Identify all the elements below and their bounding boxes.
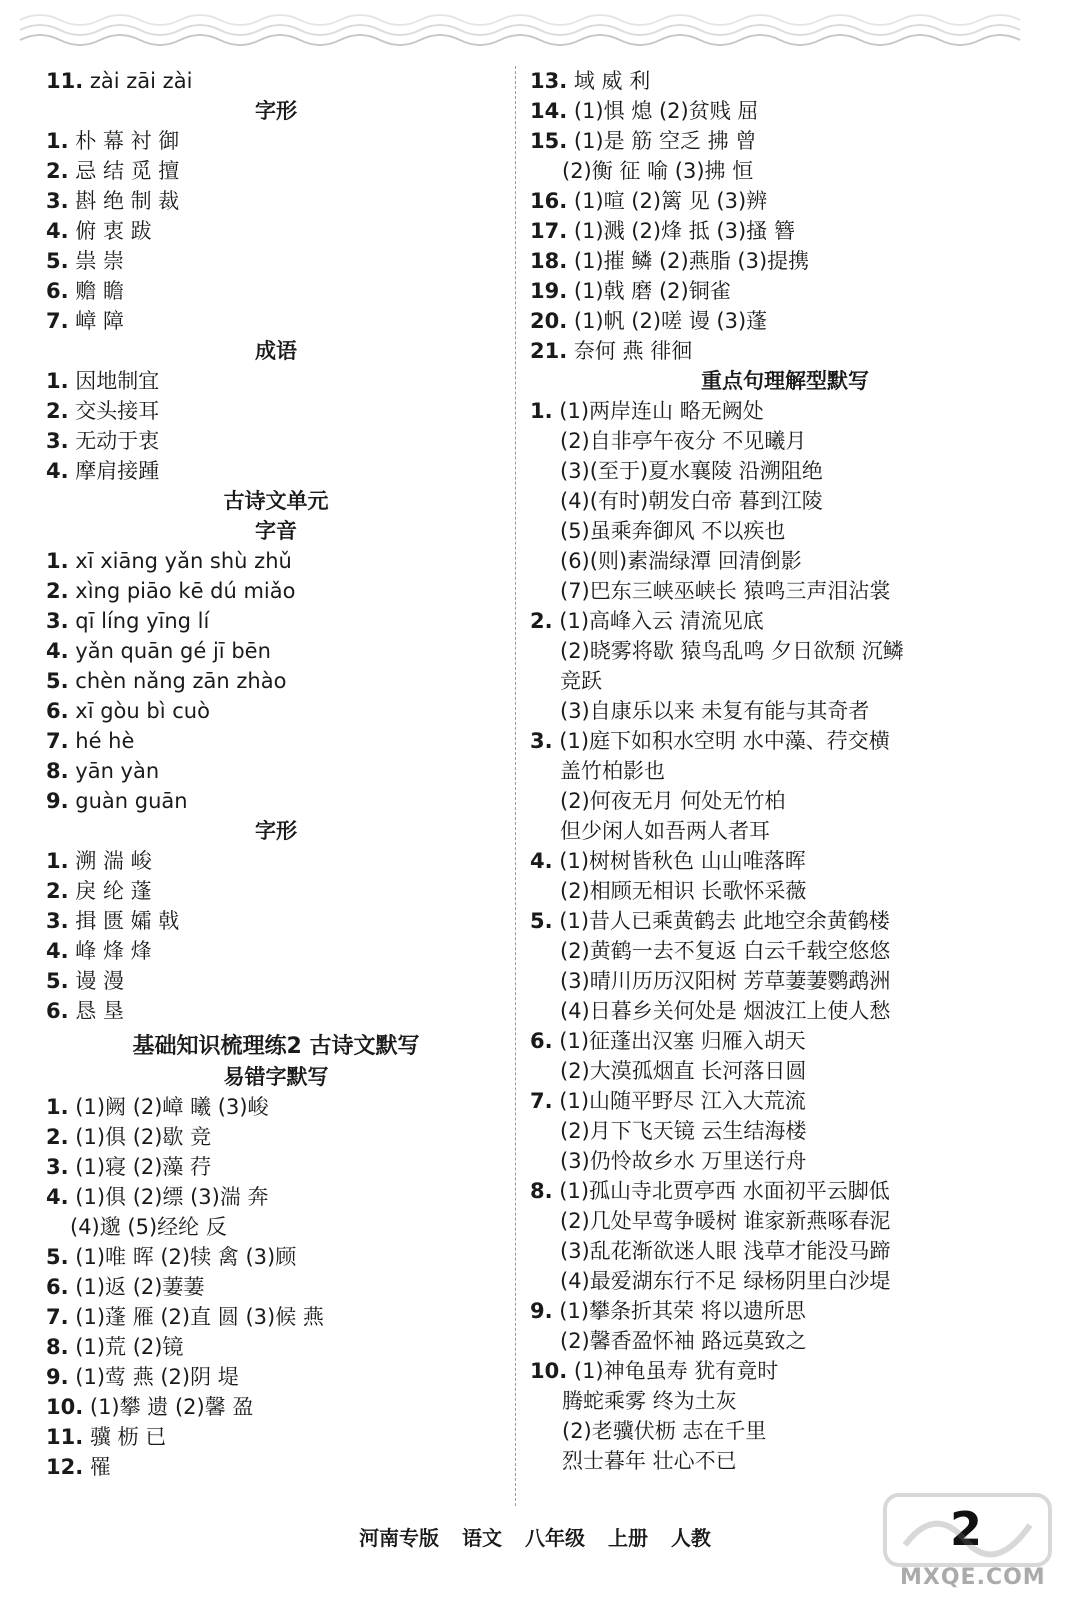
answer-continuation: (3)(至于)夏水襄陵 沿溯阻绝 — [560, 459, 823, 483]
item-text: hé hè — [68, 729, 135, 753]
answer-item — [530, 846, 1040, 876]
answer-item — [530, 246, 1040, 276]
answer-item — [46, 936, 506, 966]
item-text: (1)帆 (2)嗟 谩 (3)蓬 — [567, 309, 768, 333]
answer-continuation: (2)相顾无相识 长歌怀采薇 — [560, 879, 807, 903]
item-text: 峰 烽 烽 — [68, 939, 152, 963]
answer-item — [46, 1122, 506, 1152]
item-text: 揖 匮 孀 戟 — [68, 909, 180, 933]
item-text: (1)溅 (2)烽 抵 (3)搔 簪 — [567, 219, 795, 243]
answer-continuation: (2)黄鹤一去不复返 白云千载空悠悠 — [560, 939, 891, 963]
answer-continuation: (2)月下飞天镜 云生结海楼 — [560, 1119, 807, 1143]
answer-item — [530, 1026, 1040, 1056]
section-heading: 古诗文单元 — [223, 489, 329, 513]
item-text: 朴 幕 衬 御 — [68, 129, 180, 153]
item-text: 溯 湍 峻 — [68, 849, 152, 873]
item-number: 1. — [46, 129, 69, 153]
item-text: 斟 绝 制 裁 — [68, 189, 180, 213]
item-text: (1)山随平野尽 江入大荒流 — [552, 1089, 806, 1113]
answer-item — [46, 846, 506, 876]
answer-item — [46, 546, 506, 576]
answer-item — [46, 966, 506, 996]
item-text: (1)蓬 雁 (2)直 圆 (3)候 燕 — [68, 1305, 324, 1329]
answer-item — [530, 66, 1040, 96]
item-number: 16. — [530, 189, 568, 213]
answer-item — [46, 696, 506, 726]
item-number: 1. — [46, 849, 69, 873]
answer-item — [46, 1302, 506, 1332]
answer-continuation: 但少闲人如吾两人者耳 — [560, 819, 770, 843]
item-text: 恳 垦 — [68, 999, 124, 1023]
item-text: 奈何 燕 徘徊 — [567, 339, 693, 363]
item-number: 6. — [46, 699, 69, 723]
item-text: (1)树树皆秋色 山山唯落晖 — [552, 849, 806, 873]
item-number: 5. — [530, 909, 553, 933]
item-number: 21. — [530, 339, 568, 363]
item-text: 骥 枥 已 — [83, 1425, 167, 1449]
item-number: 4. — [46, 1185, 69, 1209]
item-text: 无动于衷 — [68, 429, 160, 453]
item-number: 19. — [530, 279, 568, 303]
section-heading: 基础知识梳理练2 古诗文默写 — [132, 1034, 420, 1059]
item-number: 3. — [46, 1155, 69, 1179]
item-number: 8. — [46, 759, 69, 783]
answer-continuation: 盖竹柏影也 — [560, 759, 665, 783]
item-number: 6. — [530, 1029, 553, 1053]
item-text: (1)戟 磨 (2)铜雀 — [567, 279, 731, 303]
item-number: 3. — [530, 729, 553, 753]
item-number: 2. — [46, 879, 69, 903]
answer-item — [46, 576, 506, 606]
answer-continuation: (2)老骥伏枥 志在千里 — [562, 1419, 767, 1443]
item-number: 15. — [530, 129, 568, 153]
section-heading: 重点句理解型默写 — [701, 369, 869, 393]
answer-item — [530, 1296, 1040, 1326]
answer-item — [530, 96, 1040, 126]
item-text: 赡 瞻 — [68, 279, 124, 303]
item-number: 4. — [46, 639, 69, 663]
answer-continuation: (3)乱花渐欲迷人眼 浅草才能没马蹄 — [560, 1239, 891, 1263]
item-number: 3. — [46, 189, 69, 213]
item-text: 俯 衷 跋 — [68, 219, 152, 243]
item-number: 20. — [530, 309, 568, 333]
item-number: 7. — [46, 309, 69, 333]
answer-item — [46, 1392, 506, 1422]
answer-item — [530, 216, 1040, 246]
answer-item — [46, 1332, 506, 1362]
item-text: 祟 崇 — [68, 249, 124, 273]
answer-item — [46, 726, 506, 756]
item-text: (1)征蓬出汉塞 归雁入胡天 — [552, 1029, 806, 1053]
item-text: (1)攀 遗 (2)馨 盈 — [83, 1395, 254, 1419]
item-text: (1)神龟虽寿 犹有竟时 — [567, 1359, 779, 1383]
answer-item — [530, 306, 1040, 336]
item-number: 6. — [46, 1275, 69, 1299]
section-heading: 字形 — [255, 819, 297, 843]
item-number: 2. — [46, 399, 69, 423]
item-number: 3. — [46, 909, 69, 933]
answer-continuation: 竞跃 — [560, 669, 602, 693]
item-text: 交头接耳 — [68, 399, 160, 423]
item-number: 5. — [46, 969, 69, 993]
answer-continuation: (6)(则)素湍绿潭 回清倒影 — [560, 549, 802, 573]
item-text: (1)摧 鳞 (2)燕脂 (3)提携 — [567, 249, 810, 273]
answer-continuation: (2)馨香盈怀袖 路远莫致之 — [560, 1329, 807, 1353]
answer-continuation: 烈士暮年 壮心不已 — [562, 1449, 737, 1473]
item-number: 10. — [530, 1359, 568, 1383]
item-text: (1)俱 (2)缥 (3)湍 奔 — [68, 1185, 269, 1209]
item-number: 7. — [46, 729, 69, 753]
item-text: 忌 结 觅 擅 — [68, 159, 180, 183]
answer-item — [46, 66, 506, 96]
answer-item — [46, 1092, 506, 1122]
item-number: 1. — [46, 369, 69, 393]
answer-item — [530, 606, 1040, 636]
item-text: xìng piāo kē dú miǎo — [68, 579, 296, 603]
item-number: 6. — [46, 279, 69, 303]
item-text: (1)两岸连山 略无阙处 — [552, 399, 764, 423]
answer-continuation: (2)晓雾将歇 猿鸟乱鸣 夕日欲颓 沉鳞 — [560, 639, 904, 663]
answer-item — [530, 1176, 1040, 1206]
answer-item — [46, 606, 506, 636]
item-text: (1)返 (2)萋萋 — [68, 1275, 205, 1299]
answer-continuation: (2)大漠孤烟直 长河落日圆 — [560, 1059, 807, 1083]
item-number: 1. — [530, 399, 553, 423]
item-text: chèn nǎng zān zhào — [68, 669, 287, 693]
item-number: 9. — [46, 789, 69, 813]
item-number: 14. — [530, 99, 568, 123]
answer-continuation: (4)邈 (5)经纶 反 — [70, 1215, 227, 1239]
answer-item — [46, 756, 506, 786]
answer-item — [46, 426, 506, 456]
answer-continuation: (2)自非亭午夜分 不见曦月 — [560, 429, 807, 453]
answer-item — [46, 216, 506, 246]
item-text: (1)惧 熄 (2)贫贱 屈 — [567, 99, 759, 123]
answer-item — [530, 336, 1040, 366]
item-text: 嶂 障 — [68, 309, 124, 333]
answer-item — [46, 276, 506, 306]
item-number: 4. — [46, 939, 69, 963]
answer-item — [46, 1182, 506, 1212]
answer-item — [46, 666, 506, 696]
answer-item — [530, 276, 1040, 306]
item-number: 8. — [530, 1179, 553, 1203]
answer-item — [46, 156, 506, 186]
answer-item — [46, 786, 506, 816]
item-number: 8. — [46, 1335, 69, 1359]
answer-continuation: 腾蛇乘雾 终为土灰 — [562, 1389, 737, 1413]
item-number: 4. — [46, 459, 69, 483]
item-number: 6. — [46, 999, 69, 1023]
item-text: (1)俱 (2)歇 竞 — [68, 1125, 212, 1149]
item-text: yǎn quān gé jī bēn — [68, 639, 271, 663]
item-number: 5. — [46, 249, 69, 273]
answer-item — [46, 396, 506, 426]
answer-item — [46, 1242, 506, 1272]
item-number: 5. — [46, 1245, 69, 1269]
page-number: 2 — [950, 1502, 983, 1556]
answer-item — [46, 306, 506, 336]
answer-continuation: (3)自康乐以来 未复有能与其奇者 — [560, 699, 870, 723]
answer-item — [46, 246, 506, 276]
section-heading: 字形 — [255, 99, 297, 123]
answer-item — [46, 366, 506, 396]
item-number: 10. — [46, 1395, 84, 1419]
answer-item — [46, 996, 506, 1026]
item-number: 17. — [530, 219, 568, 243]
item-text: (1)唯 晖 (2)犊 禽 (3)顾 — [68, 1245, 297, 1269]
item-text: (1)阙 (2)嶂 曦 (3)峻 — [68, 1095, 269, 1119]
answer-continuation: (4)最爱湖东行不足 绿杨阴里白沙堤 — [560, 1269, 891, 1293]
item-text: (1)荒 (2)镜 — [68, 1335, 184, 1359]
item-text: 摩肩接踵 — [68, 459, 160, 483]
item-number: 3. — [46, 429, 69, 453]
item-text: yān yàn — [68, 759, 160, 783]
item-number: 2. — [530, 609, 553, 633]
watermark-text: MXQE.COM — [900, 1565, 1046, 1590]
answer-item — [46, 876, 506, 906]
item-text: (1)莺 燕 (2)阴 堤 — [68, 1365, 239, 1389]
item-number: 2. — [46, 159, 69, 183]
answer-continuation: (7)巴东三峡巫峡长 猿鸣三声泪沾裳 — [560, 579, 891, 603]
item-text: xī gòu bì cuò — [68, 699, 210, 723]
answer-continuation: (4)(有时)朝发白帝 暮到江陵 — [560, 489, 823, 513]
answer-continuation: (5)虽乘奔御风 不以疾也 — [560, 519, 786, 543]
left-column — [46, 66, 506, 1482]
answer-item — [530, 906, 1040, 936]
item-text: 戾 纶 蓬 — [68, 879, 152, 903]
item-text: (1)昔人已乘黄鹤去 此地空余黄鹤楼 — [552, 909, 890, 933]
answer-continuation: (2)衡 征 喻 (3)拂 恒 — [562, 159, 754, 183]
answer-continuation: (4)日暮乡关何处是 烟波江上使人愁 — [560, 999, 891, 1023]
item-number: 18. — [530, 249, 568, 273]
item-number: 9. — [530, 1299, 553, 1323]
answer-item — [46, 1452, 506, 1482]
answer-item — [46, 1272, 506, 1302]
answer-item — [46, 1362, 506, 1392]
item-number: 1. — [46, 549, 69, 573]
item-number: 7. — [530, 1089, 553, 1113]
section-heading: 字音 — [255, 519, 297, 543]
answer-item — [46, 1152, 506, 1182]
right-column — [530, 66, 1040, 1476]
item-number: 4. — [46, 219, 69, 243]
answer-item — [530, 126, 1040, 156]
item-number: 3. — [46, 609, 69, 633]
item-number: 7. — [46, 1305, 69, 1329]
item-number: 13. — [530, 69, 568, 93]
item-text: 罹 — [83, 1455, 111, 1479]
item-text: (1)喧 (2)篱 见 (3)辨 — [567, 189, 768, 213]
item-text: 因地制宜 — [68, 369, 160, 393]
answer-item — [46, 186, 506, 216]
footer-edition-info: 河南专版 语文 八年级 上册 人教 — [359, 1526, 711, 1550]
answer-item — [46, 126, 506, 156]
item-number: 4. — [530, 849, 553, 873]
item-text: qī líng yīng lí — [68, 609, 210, 633]
answer-item — [530, 726, 1040, 756]
item-number: 9. — [46, 1365, 69, 1389]
item-text: (1)庭下如积水空明 水中藻、荇交横 — [552, 729, 890, 753]
section-heading: 易错字默写 — [223, 1065, 329, 1089]
item-number: 11. — [46, 69, 84, 93]
answer-item — [46, 456, 506, 486]
column-divider — [515, 66, 516, 1506]
item-number: 5. — [46, 669, 69, 693]
answer-item — [530, 186, 1040, 216]
item-text: (1)是 筋 空乏 拂 曾 — [567, 129, 757, 153]
item-text: zài zāi zài — [83, 69, 193, 93]
answer-item — [530, 1356, 1040, 1386]
item-text: xī xiāng yǎn shù zhǔ — [68, 549, 292, 573]
section-heading: 成语 — [255, 339, 297, 363]
answer-continuation: (3)仍怜故乡水 万里送行舟 — [560, 1149, 807, 1173]
item-number: 12. — [46, 1455, 84, 1479]
item-number: 11. — [46, 1425, 84, 1449]
answer-item — [46, 1422, 506, 1452]
item-number: 2. — [46, 579, 69, 603]
item-text: (1)攀条折其荣 将以遗所思 — [552, 1299, 806, 1323]
item-number: 2. — [46, 1125, 69, 1149]
item-text: (1)高峰入云 清流见底 — [552, 609, 764, 633]
answer-continuation: (3)晴川历历汉阳树 芳草萋萋鹦鹉洲 — [560, 969, 891, 993]
item-text: 域 威 利 — [567, 69, 651, 93]
answer-item — [46, 906, 506, 936]
item-number: 1. — [46, 1095, 69, 1119]
answer-item — [46, 636, 506, 666]
item-text: (1)寝 (2)藻 荇 — [68, 1155, 212, 1179]
answer-item — [530, 1086, 1040, 1116]
item-text: (1)孤山寺北贾亭西 水面初平云脚低 — [552, 1179, 890, 1203]
answer-continuation: (2)何夜无月 何处无竹柏 — [560, 789, 786, 813]
item-text: guàn guān — [68, 789, 188, 813]
answer-continuation: (2)几处早莺争暖树 谁家新燕啄春泥 — [560, 1209, 891, 1233]
top-wave-decoration — [0, 0, 1070, 70]
item-text: 谩 漫 — [68, 969, 124, 993]
answer-item — [530, 396, 1040, 426]
